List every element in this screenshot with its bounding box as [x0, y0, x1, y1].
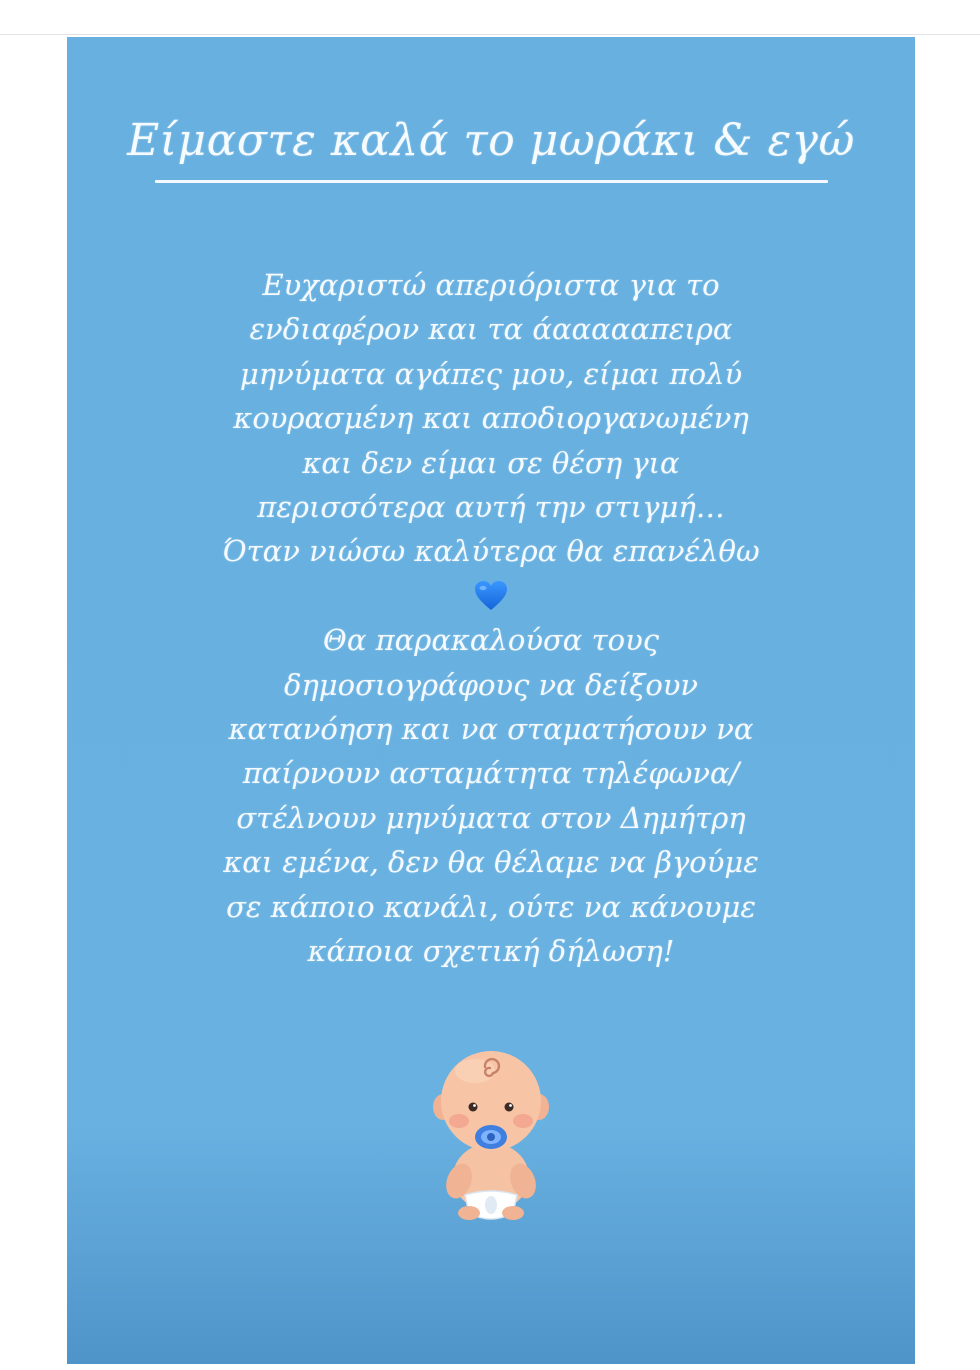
message-line: περισσότερα αυτή την στιγμή…: [257, 490, 725, 525]
message-line: κουρασμένη και αποδιοργανωμένη: [233, 401, 749, 436]
message-line: δημοσιογράφους να δείξουν: [283, 667, 699, 702]
message-line: κατανόηση και να σταματήσουν να: [228, 712, 754, 747]
story-card: [67, 37, 915, 1364]
story-title: Είμαστε καλά το μωράκι & εγώ: [127, 115, 855, 166]
message-line: ενδιαφέρον και τα άαααααπειρα: [249, 312, 733, 347]
message-line: Όταν νιώσω καλύτερα θα επανέλθω: [222, 534, 760, 569]
story-message: [67, 263, 915, 973]
message-line: και δεν είμαι σε θέση για: [302, 445, 680, 480]
message-line: Θα παρακαλούσα τους: [323, 623, 659, 658]
message-line: παίρνουν ασταμάτητα τηλέφωνα/: [242, 756, 740, 791]
heart-row: [67, 574, 915, 618]
page-top-divider: [0, 34, 980, 35]
message-line: στέλνουν μηνύματα στον Δημήτρη: [236, 800, 746, 835]
message-line: σε κάποιο κανάλι, ούτε να κάνουμε: [226, 889, 756, 924]
message-line: κάποια σχετική δήλωση!: [307, 934, 675, 969]
baby-sticker-icon: [429, 1045, 553, 1225]
blue-heart-icon: [474, 580, 508, 612]
message-line: μηνύματα αγάπες μου, είμαι πολύ: [239, 356, 743, 391]
message-line: και εμένα, δεν θα θέλαμε να βγούμε: [223, 845, 759, 880]
message-line: Ευχαριστώ απεριόριστα για το: [262, 268, 720, 302]
title-underline: [155, 180, 828, 183]
